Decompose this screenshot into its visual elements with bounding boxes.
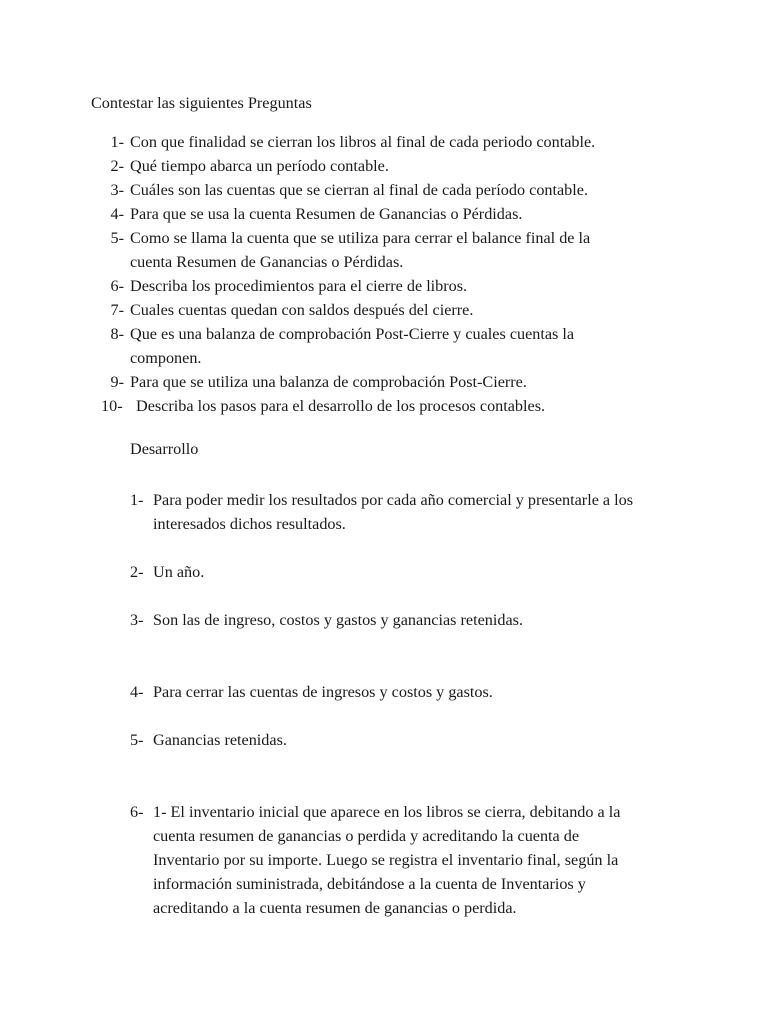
question-text [130, 130, 595, 154]
answer-text [153, 488, 633, 536]
answer-line: Inventario por su importe. Luego se registra el inventario final, según la [153, 851, 619, 869]
question-number: 1- [110, 133, 124, 151]
question-item [0, 154, 768, 178]
answer-line: 1- El inventario inicial que aparece en los libros se cierra, debitando a la [153, 803, 621, 821]
answer-line: Ganancias retenidas. [153, 731, 287, 749]
question-text [130, 226, 590, 274]
question-item [0, 226, 768, 274]
question-line: Para que se usa la cuenta Resumen de Ganancias o Pérdidas. [130, 205, 523, 223]
question-line: Describa los pasos para el desarrollo de los procesos contables. [136, 397, 546, 415]
question-number: 10- [101, 397, 123, 415]
answer-line: interesados dichos resultados. [153, 515, 346, 533]
question-line: Cuáles son las cuentas que se cierran al final de cada período contable. [130, 181, 589, 199]
question-item [0, 322, 768, 370]
answer-text [153, 560, 204, 584]
question-item [0, 298, 768, 322]
answer-number: 4- [130, 683, 144, 701]
question-line: Describa los procedimientos para el cierre de libros. [130, 277, 468, 295]
answer-line: Para cerrar las cuentas de ingresos y costos y gastos. [153, 683, 493, 701]
answer-number: 1- [130, 491, 144, 509]
answer-line: Son las de ingreso, costos y gastos y ganancias retenidas. [153, 611, 523, 629]
question-number: 8- [110, 325, 124, 343]
question-line: Como se llama la cuenta que se utiliza para cerrar el balance final de la [130, 229, 591, 247]
question-line: Que es una balanza de comprobación Post-Cierre y cuales cuentas la [130, 325, 575, 343]
question-number: 4- [110, 205, 124, 223]
answer-line: Un año. [153, 563, 205, 581]
question-number: 5- [110, 229, 124, 247]
answer-text [153, 608, 523, 632]
question-line: Cuales cuentas quedan con saldos después del cierre. [130, 301, 474, 319]
question-list [0, 130, 768, 418]
question-line: componen. [130, 349, 202, 367]
question-text [130, 298, 473, 322]
question-number: 6- [110, 277, 124, 295]
question-line: cuenta Resumen de Ganancias o Pérdidas. [130, 253, 404, 271]
answer-text [153, 680, 493, 704]
question-number: 3- [110, 181, 124, 199]
answer-line: Para poder medir los resultados por cada año comercial y presentarle a los [153, 491, 634, 509]
question-item [0, 130, 768, 154]
answer-text [153, 800, 620, 920]
answer-number: 3- [130, 611, 144, 629]
answer-number: 2- [130, 563, 144, 581]
answer-number: 6- [130, 803, 144, 821]
question-text [130, 370, 527, 394]
question-item [0, 274, 768, 298]
answer-line: cuenta resumen de ganancias o perdida y acreditando la cuenta de [153, 827, 580, 845]
answer-text [153, 728, 287, 752]
question-text [130, 202, 522, 226]
question-line: Para que se utiliza una balanza de comprobación Post-Cierre. [130, 373, 527, 391]
question-text [130, 322, 574, 370]
answer-line: acreditando a la cuenta resumen de ganancias o perdida. [153, 899, 517, 917]
answer-line: información suministrada, debitándose a la cuenta de Inventarios y [153, 875, 586, 893]
question-text [130, 154, 389, 178]
question-item [0, 178, 768, 202]
question-text [136, 394, 545, 418]
question-line: Qué tiempo abarca un período contable. [130, 157, 389, 175]
question-line: Con que finalidad se cierran los libros al final de cada periodo contable. [130, 133, 596, 151]
question-item [0, 394, 768, 418]
page-title: Contestar las siguientes Preguntas [91, 94, 312, 112]
question-item [0, 370, 768, 394]
question-number: 7- [110, 301, 124, 319]
question-text [130, 178, 588, 202]
question-text [130, 274, 467, 298]
answers-heading: Desarrollo [130, 440, 199, 458]
answer-number: 5- [130, 731, 144, 749]
question-number: 2- [110, 157, 124, 175]
question-item [0, 202, 768, 226]
question-number: 9- [110, 373, 124, 391]
